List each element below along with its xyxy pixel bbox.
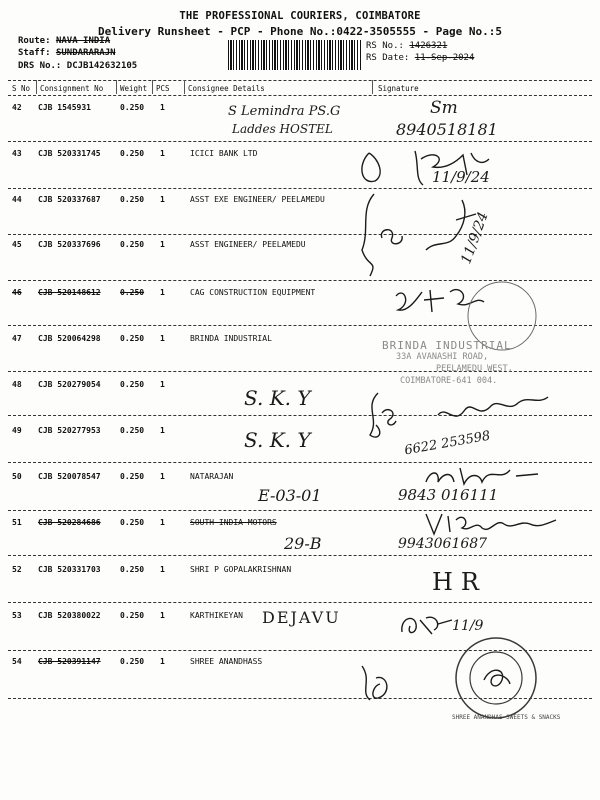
handwritten-row53-date: 11/9 (452, 618, 484, 634)
handwritten-row53-name: DEJAVU (262, 608, 341, 627)
row-53-weight: 0.250 (120, 611, 145, 620)
col-header-weight: Weight (120, 84, 148, 93)
row-separator (8, 555, 592, 556)
col-divider (36, 80, 37, 94)
handwritten-row52-initials: HR (432, 568, 487, 596)
row-47-sno: 47 (12, 334, 22, 343)
row-43-consignment: CJB 520331745 (38, 149, 101, 158)
handwritten-row42-line2: Laddes HOSTEL (232, 122, 333, 136)
row-50-consignee: NATARAJAN (190, 472, 234, 481)
row-42-sno: 42 (12, 103, 22, 112)
row-44-consignee: ASST EXE ENGINEER/ PEELAMEDU (190, 195, 325, 204)
row-42-weight: 0.250 (120, 103, 145, 112)
row-46-consignment: CJB 520148612 (38, 288, 101, 297)
col-header-sno: S No (12, 84, 31, 93)
row-51-pcs: 1 (160, 518, 165, 527)
row-53-consignee: KARTHIKEYAN (190, 611, 243, 620)
row-52-sno: 52 (12, 565, 22, 574)
rs-date-label: RS Date: (366, 53, 410, 63)
drs-value: DCJB142632105 (66, 61, 138, 71)
handwritten-row51-note: 29-B (284, 534, 322, 553)
row-49-consignment: CJB 520277953 (38, 426, 101, 435)
handwritten-row51-phone: 9943061687 (398, 536, 488, 552)
staff-value: SUNDARARAJN (55, 48, 116, 58)
header-bottom-rule (8, 95, 592, 96)
signature-row54 (356, 660, 396, 704)
row-47-weight: 0.250 (120, 334, 145, 343)
row-50-consignment: CJB 520078547 (38, 472, 101, 481)
row-46-pcs: 1 (160, 288, 165, 297)
handwritten-row45-date: 11/9/24 (458, 209, 492, 267)
row-49-pcs: 1 (160, 426, 165, 435)
handwritten-row43-date: 11/9/24 (432, 168, 490, 186)
row-43-sno: 43 (12, 149, 22, 158)
col-divider (372, 80, 373, 94)
row-49-sno: 49 (12, 426, 22, 435)
row-52-pcs: 1 (160, 565, 165, 574)
row-54-consignee: SHREE ANANDHASS (190, 657, 263, 666)
row-49-weight: 0.250 (120, 426, 145, 435)
route-label: Route: (18, 36, 51, 46)
row-54-consignment: CJB 520391147 (38, 657, 101, 666)
header-top-rule (8, 80, 592, 81)
row-51-weight: 0.250 (120, 518, 145, 527)
col-divider (152, 80, 153, 94)
rs-no-line (366, 41, 447, 51)
row-46-consignee: CAG CONSTRUCTION EQUIPMENT (190, 288, 316, 297)
signature-row53 (396, 610, 456, 640)
row-46-weight: 0.250 (120, 288, 145, 297)
drs-line (18, 61, 137, 71)
barcode-image (228, 40, 362, 70)
row-50-sno: 50 (12, 472, 22, 481)
rs-no-label: RS No.: (366, 41, 404, 51)
row-45-pcs: 1 (160, 240, 165, 249)
shree-anandhas-stamp (454, 636, 538, 720)
col-header-signature: Signature (378, 84, 419, 93)
row-51-consignee: SOUTH INDIA MOTORS (190, 518, 277, 527)
col-header-pcs: PCS (156, 84, 170, 93)
staff-label: Staff: (18, 48, 51, 58)
row-47-pcs: 1 (160, 334, 165, 343)
handwritten-row50-note: E-03-01 (258, 486, 322, 505)
route-value: NAVA INDIA (55, 36, 111, 46)
row-50-pcs: 1 (160, 472, 165, 481)
row-44-consignment: CJB 520337687 (38, 195, 101, 204)
row-48-consignment: CJB 520279054 (38, 380, 101, 389)
row-54-weight: 0.250 (120, 657, 145, 666)
stamp-brinda-line1: BRINDA INDUSTRIAL (382, 339, 512, 352)
row-43-weight: 0.250 (120, 149, 145, 158)
col-divider (116, 80, 117, 94)
row-46-sno: 46 (12, 288, 22, 297)
row-51-sno: 51 (12, 518, 22, 527)
row-44-pcs: 1 (160, 195, 165, 204)
signature-row50 (420, 462, 540, 488)
stamp-brinda-line2: 33A AVANASHI ROAD, (396, 352, 489, 362)
row-52-weight: 0.250 (120, 565, 145, 574)
row-45-consignee: ASST ENGINEER/ PEELAMEDU (190, 240, 306, 249)
row-48-weight: 0.250 (120, 380, 145, 389)
row-54-sno: 54 (12, 657, 22, 666)
rs-date-value: 11-Sep-2024 (414, 53, 475, 63)
row-42-consignment: CJB 1545931 (38, 103, 91, 112)
handwritten-row49-name: S. K. Y (244, 428, 311, 452)
row-48-sno: 48 (12, 380, 22, 389)
rs-no-value: 1426321 (409, 41, 448, 51)
route-line (18, 36, 110, 46)
row-43-pcs: 1 (160, 149, 165, 158)
runsheet-subtitle: Delivery Runsheet - PCP - Phone No.:0422-3505555 - Page No.:5 (98, 25, 502, 38)
row-47-consignment: CJB 520064298 (38, 334, 101, 343)
row-53-pcs: 1 (160, 611, 165, 620)
row-50-weight: 0.250 (120, 472, 145, 481)
row-52-consignee: SHRI P GOPALAKRISHNAN (190, 565, 292, 574)
staff-line (18, 48, 116, 58)
handwritten-row48-name: S. K. Y (244, 386, 311, 410)
row-52-consignment: CJB 520331703 (38, 565, 101, 574)
handwritten-row50-phone: 9843 016111 (398, 486, 499, 504)
row-42-pcs: 1 (160, 103, 165, 112)
col-header-consignee: Consignee Details (188, 84, 265, 93)
col-header-consignment: Consignment No (40, 84, 104, 93)
handwritten-row49-phone: 6622 253598 (403, 428, 492, 459)
row-54-pcs: 1 (160, 657, 165, 666)
handwritten-row42-phone: 8940518181 (396, 120, 498, 139)
handwritten-row42-line1: S Lemindra PS.G (228, 104, 341, 119)
rs-date-line (366, 53, 474, 63)
row-45-consignment: CJB 520337696 (38, 240, 101, 249)
row-48-pcs: 1 (160, 380, 165, 389)
row-44-sno: 44 (12, 195, 22, 204)
stamp-brinda-line4: COIMBATORE-641 004. (400, 376, 498, 386)
row-51-consignment: CJB 520284686 (38, 518, 101, 527)
row-53-sno: 53 (12, 611, 22, 620)
row-47-consignee: BRINDA INDUSTRIAL (190, 334, 272, 343)
row-45-sno: 45 (12, 240, 22, 249)
row-44-weight: 0.250 (120, 195, 145, 204)
row-43-consignee: ICICI BANK LTD (190, 149, 258, 158)
row-45-weight: 0.250 (120, 240, 145, 249)
stamp-shree-text: SHREE ANANDHAS SWEETS & SNACKS (452, 714, 561, 721)
row-separator (8, 141, 592, 142)
handwritten-row42-signature: Sm (430, 98, 458, 118)
stamp-brinda-line3: PEELAMEDU WEST, (436, 364, 513, 374)
row-separator (8, 602, 592, 603)
col-divider (184, 80, 185, 94)
row-53-consignment: CJB 520380022 (38, 611, 101, 620)
company-title: THE PROFESSIONAL COURIERS, COIMBATORE (179, 10, 421, 22)
drs-label: DRS No.: (18, 61, 62, 71)
